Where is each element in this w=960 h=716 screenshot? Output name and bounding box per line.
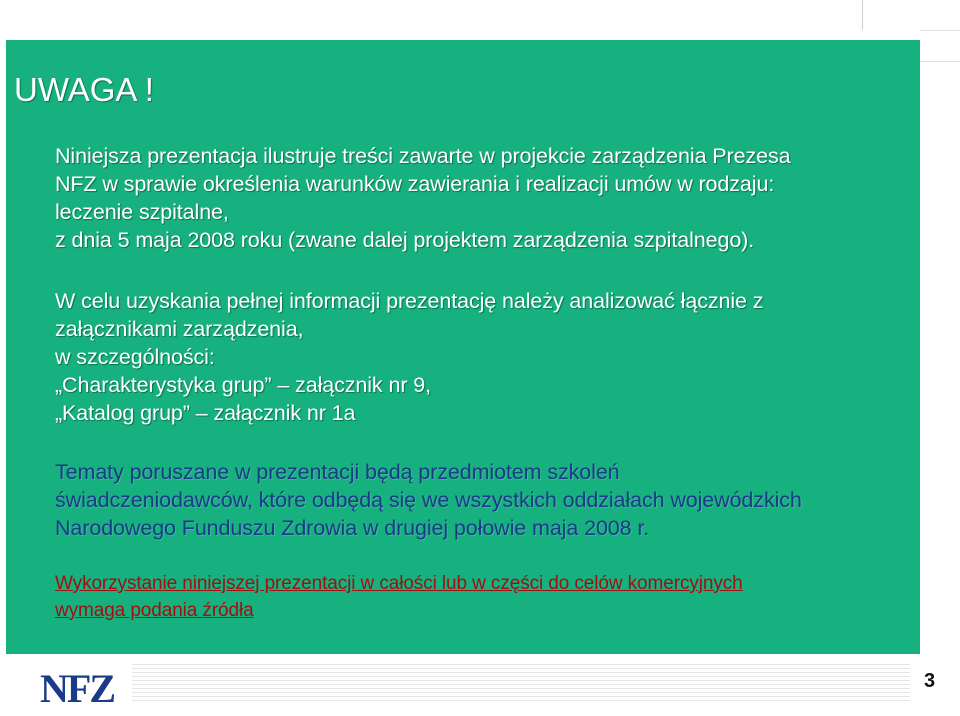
page-number: 3	[924, 670, 936, 692]
decorative-frame	[920, 30, 960, 62]
paragraph1-line: leczenie szpitalne,	[55, 200, 229, 224]
paragraph2-line: W celu uzyskania pełnej informacji prezentację należy analizować łącznie z	[55, 289, 764, 313]
paragraph2-line: w szczególności:	[55, 345, 215, 369]
paragraph2-line: załącznikami zarządzenia,	[55, 317, 304, 341]
paragraph1-line: Niniejsza prezentacja ilustruje treści zawarte w projekcie zarządzenia Prezesa	[55, 144, 791, 168]
decorative-line	[862, 0, 863, 30]
paragraph3-line: Tematy poruszane w prezentacji będą przedmiotem szkoleń	[55, 460, 620, 484]
paragraph2-line: „Katalog grup” – załącznik nr 1a	[55, 401, 356, 425]
paragraph1-line: z dnia 5 maja 2008 roku (zwane dalej projektem zarządzenia szpitalnego).	[55, 228, 755, 252]
copyright-warning-line: Wykorzystanie niniejszej prezentacji w całości lub w części do celów komercyjnych	[55, 573, 743, 594]
footer-decoration	[130, 664, 910, 704]
paragraph3-line: świadczeniodawców, które odbędą się we wszystkich oddziałach wojewódzkich	[55, 488, 802, 512]
paragraph3-line: Narodowego Funduszu Zdrowia w drugiej połowie maja 2008 r.	[55, 516, 650, 540]
copyright-warning-line: wymaga podania źródła	[55, 600, 254, 621]
paragraph1-line: NFZ w sprawie określenia warunków zawierania i realizacji umów w rodzaju:	[55, 172, 775, 196]
logo-text: NFZ	[40, 666, 114, 710]
nfz-logo	[36, 662, 132, 710]
paragraph2-line: „Charakterystyka grup” – załącznik nr 9,	[55, 373, 431, 397]
page-title: UWAGA !	[14, 71, 154, 108]
